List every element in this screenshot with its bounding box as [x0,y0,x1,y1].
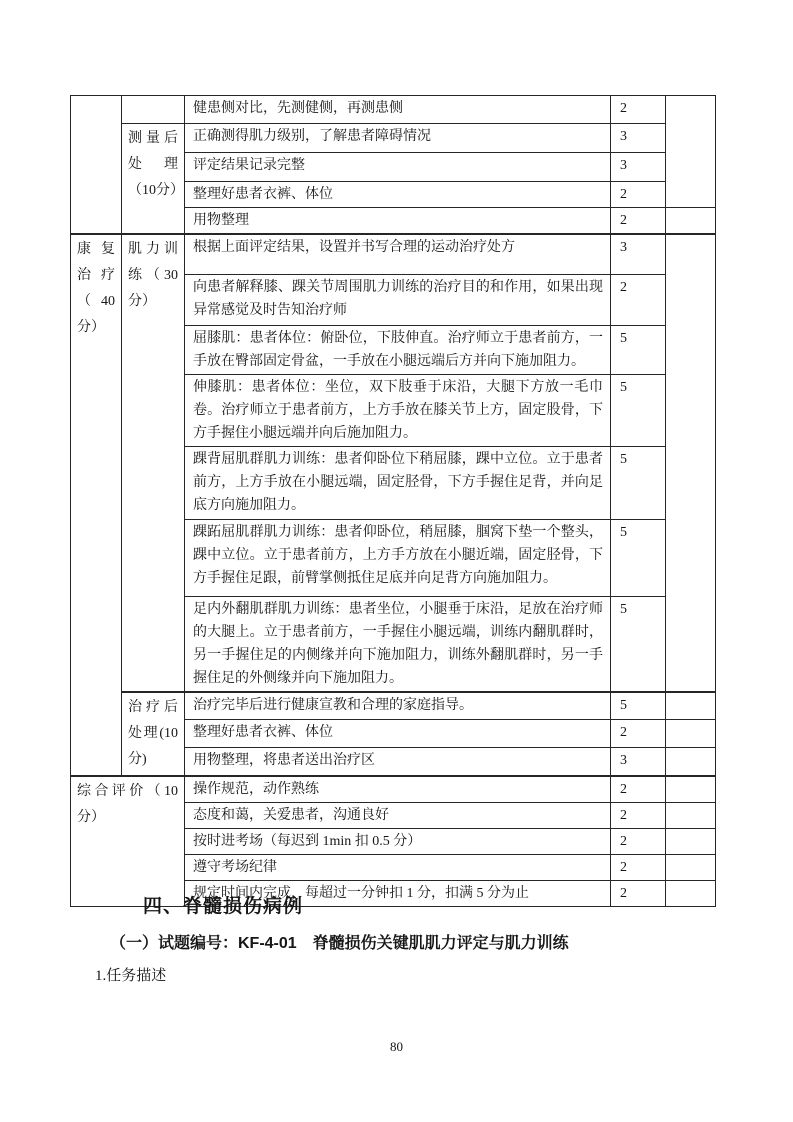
category-cell-rehab-treatment: 康复治疗（40 分） [71,234,122,776]
score-cell: 5 [611,325,666,374]
criteria-cell: 按时进考场（每迟到 1min 扣 0.5 分） [185,828,611,854]
criteria-cell: 整理好患者衣裤、体位 [185,182,611,208]
criteria-cell: 健患侧对比，先测健侧，再测患侧 [185,96,611,124]
score-cell: 5 [611,596,666,692]
score-obtained-cell [666,802,716,828]
subcategory-cell-after-treatment: 治疗后处理(10 分) [122,692,185,776]
criteria-cell: 足内外翻肌群肌力训练：患者坐位，小腿垂于床沿，足放在治疗师的大腿上。立于患者前方，一手握住小腿远端，训练内翻肌群时，另一手握住足的内侧缘并向下施加阻力，训练外翻肌群时，另一手握住足的外侧缘并向下施加阻力。 [185,596,611,692]
criteria-cell: 正确测得肌力级别，了解患者障碍情况 [185,124,611,153]
score-obtained-cell [666,692,716,720]
subcategory-cell-empty [122,96,185,124]
score-cell: 2 [611,802,666,828]
score-obtained-cell [666,747,716,775]
score-cell: 5 [611,692,666,720]
score-obtained-cell [666,854,716,880]
score-obtained-cell [666,208,716,235]
score-cell: 2 [611,720,666,748]
subcategory-cell-muscle-training: 肌力训练（30 分） [122,234,185,692]
score-cell: 5 [611,374,666,446]
score-cell: 3 [611,153,666,182]
score-cell: 2 [611,776,666,803]
score-cell: 2 [611,96,666,124]
score-cell: 2 [611,274,666,325]
score-obtained-cell [666,776,716,803]
criteria-cell: 态度和蔼，关爱患者，沟通良好 [185,802,611,828]
criteria-cell: 操作规范，动作熟练 [185,776,611,803]
criteria-cell: 治疗完毕后进行健康宣教和合理的家庭指导。 [185,692,611,720]
score-cell: 2 [611,208,666,235]
score-cell: 2 [611,880,666,906]
score-cell: 5 [611,446,666,519]
criteria-cell: 踝背屈肌群肌力训练：患者仰卧位下稍屈膝，踝中立位。立于患者前方，上方手放在小腿远端，固定胫骨，下方手握住足背，并向足底方向施加阻力。 [185,446,611,519]
score-cell: 2 [611,182,666,208]
criteria-cell: 屈膝肌：患者体位：俯卧位，下肢伸直。治疗师立于患者前方，一手放在臀部固定骨盆，一手放在小腿远端后方并向下施加阻力。 [185,325,611,374]
criteria-cell: 用物整理，将患者送出治疗区 [185,747,611,775]
score-obtained-cell [666,880,716,906]
subcategory-cell-after-measure: 测量后处理（10分） [122,124,185,235]
score-obtained-cell [666,828,716,854]
criteria-cell: 根据上面评定结果，设置并书写合理的运动治疗处方 [185,234,611,274]
score-obtained-cell [666,720,716,748]
score-cell: 3 [611,234,666,274]
score-cell: 2 [611,854,666,880]
criteria-cell: 遵守考场纪律 [185,854,611,880]
score-cell: 3 [611,747,666,775]
criteria-cell: 伸膝肌：患者体位：坐位，双下肢垂于床沿，大腿下方放一毛巾卷。治疗师立于患者前方，上方手放在膝关节上方，固定股骨，下方手握住小腿远端并向后施加阻力。 [185,374,611,446]
category-cell-empty [71,96,122,235]
criteria-cell: 整理好患者衣裤、体位 [185,720,611,748]
category-cell-overall-evaluation: 综合评价（10 分） [71,776,185,907]
score-obtained-cell [666,234,716,692]
score-cell: 3 [611,124,666,153]
exam-item-heading: （一）试题编号：KF-4-01 脊髓损伤关键肌肌力评定与肌力训练 [110,935,569,952]
criteria-cell: 踝跖屈肌群肌力训练：患者仰卧位，稍屈膝，腘窝下垫一个整头，踝中立位。立于患者前方，上方手方放在小腿近端，固定胫骨，下方手握住足跟，前臂掌侧抵住足底并向足背方向施加阻力。 [185,519,611,596]
criteria-cell: 向患者解释膝、踝关节周围肌力训练的治疗目的和作用，如果出现异常感觉及时告知治疗师 [185,274,611,325]
page-number: 80 [390,1039,403,1054]
score-cell: 2 [611,828,666,854]
section-heading: 四、脊髓损伤病例 [143,896,304,917]
criteria-cell: 用物整理 [185,208,611,235]
criteria-cell: 规定时间内完成，每超过一分钟扣 1 分，扣满 5 分为止 [185,880,611,906]
criteria-cell: 评定结果记录完整 [185,153,611,182]
score-obtained-cell [666,96,716,208]
task-description-heading: 1.任务描述 [95,968,167,984]
score-cell: 5 [611,519,666,596]
scoring-table [70,95,716,907]
